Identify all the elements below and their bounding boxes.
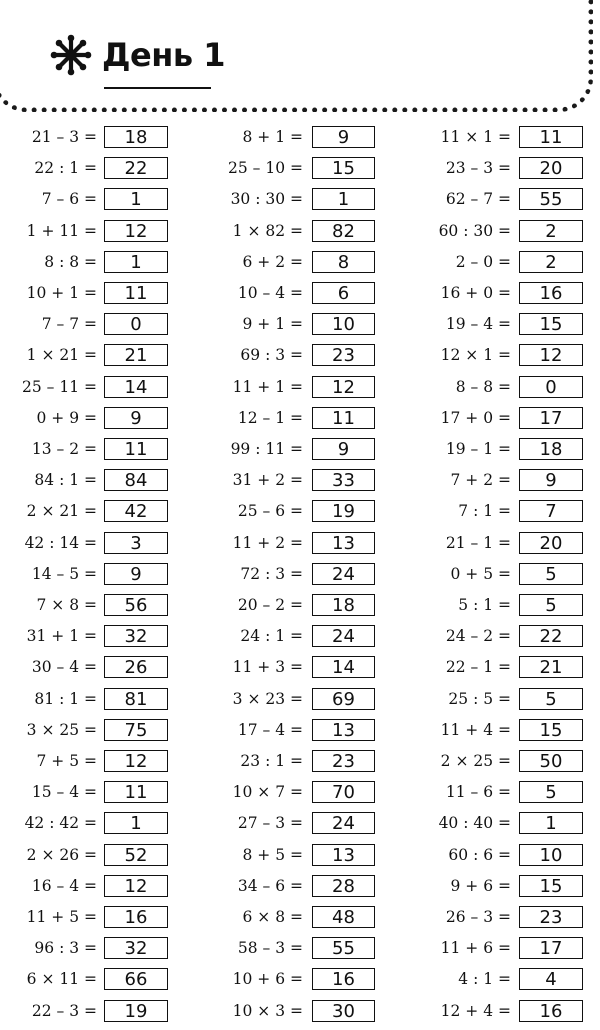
answer-box[interactable]: 24 — [312, 812, 375, 834]
answer-box[interactable]: 42 — [104, 500, 168, 522]
exercise-expression: 7 – 6 = — [41, 190, 97, 209]
exercise-expression: 7 + 2 = — [450, 471, 511, 490]
answer-box[interactable]: 10 — [312, 313, 375, 335]
answer-box[interactable]: 32 — [104, 937, 168, 959]
exercise-expression: 11 + 2 = — [232, 533, 303, 552]
exercise-row — [0, 157, 600, 179]
answer-box[interactable]: 69 — [312, 688, 375, 710]
answer-box[interactable]: 66 — [104, 968, 168, 990]
exercise-expression: 81 : 1 = — [34, 689, 97, 708]
exercise-expression: 26 – 3 = — [445, 908, 511, 926]
exercise-expression: 34 – 6 = — [237, 876, 303, 895]
exercise-expression: 7 : 1 = — [458, 502, 511, 521]
answer-box[interactable]: 20 — [519, 157, 583, 179]
answer-box[interactable]: 13 — [312, 532, 375, 554]
exercise-expression: 24 : 1 = — [240, 627, 303, 646]
exercise-expression: 40 : 40 = — [438, 814, 511, 833]
exercise-row — [0, 126, 600, 148]
answer-box[interactable]: 23 — [312, 344, 375, 366]
exercise-expression: 3 × 25 = — [26, 720, 97, 739]
exercise-expression: 12 × 1 = — [440, 346, 511, 365]
exercise-expression: 60 : 6 = — [448, 845, 511, 864]
answer-box[interactable]: 5 — [519, 594, 583, 616]
exercise-row — [0, 469, 600, 491]
exercise-expression: 21 – 1 = — [445, 533, 511, 552]
exercise-expression: 7 + 5 = — [36, 752, 97, 770]
exercise-expression: 6 + 2 = — [242, 252, 303, 271]
exercise-expression: 2 – 0 = — [455, 252, 511, 271]
answer-box[interactable]: 2 — [519, 251, 583, 273]
exercise-expression: 10 + 1 = — [26, 284, 97, 302]
answer-box[interactable]: 12 — [104, 750, 168, 772]
answer-box[interactable]: 0 — [104, 313, 168, 335]
exercise-expression: 2 × 25 = — [440, 752, 511, 770]
exercise-expression: 72 : 3 = — [240, 564, 303, 583]
exercise-expression: 7 × 8 = — [36, 596, 97, 614]
exercise-expression: 6 × 8 = — [242, 908, 303, 926]
answer-box[interactable]: 14 — [312, 656, 375, 678]
answer-box[interactable]: 12 — [104, 220, 168, 242]
answer-box[interactable]: 11 — [104, 282, 168, 304]
exercise-row — [0, 344, 600, 366]
answer-box[interactable]: 9 — [104, 563, 168, 585]
exercise-expression: 2 × 26 = — [26, 845, 97, 864]
answer-box[interactable]: 0 — [519, 376, 583, 398]
exercise-expression: 22 – 1 = — [445, 658, 511, 677]
page-title — [50, 34, 225, 76]
exercise-expression: 11 + 1 = — [232, 377, 303, 396]
exercise-expression: 11 + 5 = — [26, 908, 97, 926]
exercise-expression: 19 – 1 = — [445, 440, 511, 458]
exercise-row — [0, 656, 600, 678]
answer-box[interactable]: 15 — [519, 719, 583, 741]
exercise-expression: 1 × 21 = — [26, 346, 97, 365]
answer-box[interactable]: 8 — [312, 251, 375, 273]
answer-box[interactable]: 22 — [519, 625, 583, 647]
answer-box[interactable]: 18 — [104, 126, 168, 148]
answer-box[interactable]: 24 — [312, 563, 375, 585]
snowflake-asterisk-icon — [50, 34, 92, 76]
exercise-expression: 11 + 6 = — [440, 939, 511, 958]
exercise-row — [0, 500, 600, 522]
answer-box[interactable]: 1 — [104, 251, 168, 273]
exercise-expression: 31 + 1 = — [26, 627, 97, 646]
exercise-expression: 22 : 1 = — [34, 159, 97, 178]
exercise-expression: 30 : 30 = — [230, 190, 303, 209]
exercise-expression: 27 – 3 = — [237, 814, 303, 833]
exercise-expression: 31 + 2 = — [232, 471, 303, 490]
exercise-expression: 23 : 1 = — [240, 752, 303, 770]
answer-box[interactable]: 55 — [312, 937, 375, 959]
answer-box[interactable]: 1 — [104, 812, 168, 834]
title-underline — [104, 87, 211, 89]
exercise-expression: 22 – 3 = — [31, 1001, 97, 1020]
answer-box[interactable]: 19 — [104, 1000, 168, 1022]
exercise-expression: 0 + 9 = — [36, 408, 97, 427]
exercise-expression: 8 – 8 = — [455, 377, 511, 396]
exercise-row — [0, 220, 600, 242]
exercise-row — [0, 594, 600, 616]
exercise-expression: 12 + 4 = — [440, 1001, 511, 1020]
exercise-expression: 99 : 11 = — [230, 440, 303, 458]
exercise-row — [0, 563, 600, 585]
answer-box[interactable]: 18 — [519, 438, 583, 460]
answer-box[interactable]: 12 — [104, 875, 168, 897]
exercise-expression: 25 – 11 = — [22, 377, 97, 396]
exercise-expression: 25 – 6 = — [237, 502, 303, 521]
exercise-expression: 11 + 4 = — [440, 720, 511, 739]
exercise-expression: 10 – 4 = — [237, 284, 303, 302]
exercise-expression: 16 + 0 = — [440, 284, 511, 302]
exercise-row — [0, 313, 600, 335]
answer-box[interactable]: 15 — [312, 157, 375, 179]
answer-box[interactable]: 5 — [519, 781, 583, 803]
exercise-row — [0, 282, 600, 304]
exercise-expression: 58 – 3 = — [237, 939, 303, 958]
exercise-row — [0, 719, 600, 741]
answer-box[interactable]: 81 — [104, 688, 168, 710]
exercise-expression: 16 – 4 = — [31, 876, 97, 895]
exercise-expression: 42 : 42 = — [24, 814, 97, 833]
exercise-row — [0, 844, 600, 866]
exercise-expression: 17 + 0 = — [440, 408, 511, 427]
exercise-row — [0, 407, 600, 429]
answer-box[interactable]: 13 — [312, 844, 375, 866]
exercise-expression: 21 – 3 = — [31, 128, 97, 146]
exercise-expression: 8 + 5 = — [242, 845, 303, 864]
answer-box[interactable]: 1 — [519, 812, 583, 834]
answer-box[interactable]: 82 — [312, 220, 375, 242]
exercise-expression: 8 : 8 = — [44, 252, 97, 271]
answer-box[interactable]: 24 — [312, 625, 375, 647]
answer-box[interactable]: 16 — [312, 968, 375, 990]
answer-box[interactable]: 9 — [519, 469, 583, 491]
exercise-expression: 1 × 82 = — [232, 221, 303, 240]
answer-box[interactable]: 12 — [519, 344, 583, 366]
exercise-expression: 19 – 4 = — [445, 315, 511, 334]
answer-box[interactable]: 9 — [312, 126, 375, 148]
exercise-expression: 0 + 5 = — [450, 564, 511, 583]
answer-box[interactable]: 3 — [104, 532, 168, 554]
exercise-row — [0, 376, 600, 398]
answer-box[interactable]: 30 — [312, 1000, 375, 1022]
answer-box[interactable]: 16 — [519, 282, 583, 304]
exercise-row — [0, 968, 600, 990]
exercise-expression: 3 × 23 = — [232, 689, 303, 708]
exercise-expression: 60 : 30 = — [438, 221, 511, 240]
answer-box[interactable]: 50 — [519, 750, 583, 772]
exercise-expression: 5 : 1 = — [458, 596, 511, 614]
exercise-row — [0, 438, 600, 460]
exercise-expression: 4 : 1 = — [458, 970, 511, 989]
exercise-row — [0, 750, 600, 772]
exercise-expression: 24 – 2 = — [445, 627, 511, 646]
exercise-expression: 62 – 7 = — [445, 190, 511, 209]
exercise-expression: 69 : 3 = — [240, 346, 303, 365]
answer-box[interactable]: 17 — [519, 937, 583, 959]
exercise-row — [0, 251, 600, 273]
day-title: День 1 — [102, 36, 225, 74]
answer-box[interactable]: 21 — [104, 344, 168, 366]
answer-box[interactable]: 1 — [104, 188, 168, 210]
answer-box[interactable]: 11 — [519, 126, 583, 148]
exercise-expression: 23 – 3 = — [445, 159, 511, 178]
exercise-row — [0, 625, 600, 647]
exercise-expression: 84 : 1 = — [34, 471, 97, 490]
answer-box[interactable]: 7 — [519, 500, 583, 522]
answer-box[interactable]: 26 — [104, 656, 168, 678]
answer-box[interactable]: 23 — [312, 750, 375, 772]
answer-box[interactable]: 22 — [104, 157, 168, 179]
answer-box[interactable]: 55 — [519, 188, 583, 210]
exercise-row — [0, 937, 600, 959]
exercise-expression: 17 – 4 = — [237, 720, 303, 739]
exercise-expression: 14 – 5 = — [31, 564, 97, 583]
exercise-row — [0, 875, 600, 897]
exercise-expression: 25 : 5 = — [448, 689, 511, 708]
answer-box[interactable]: 13 — [312, 719, 375, 741]
answer-box[interactable]: 4 — [519, 968, 583, 990]
answer-box[interactable]: 9 — [312, 438, 375, 460]
answer-box[interactable]: 9 — [104, 407, 168, 429]
exercise-expression: 6 × 11 = — [26, 970, 97, 989]
answer-box[interactable]: 2 — [519, 220, 583, 242]
exercise-expression: 1 + 11 = — [26, 221, 97, 240]
answer-box[interactable]: 15 — [519, 313, 583, 335]
exercise-row — [0, 688, 600, 710]
exercise-expression: 13 – 2 = — [31, 440, 97, 458]
answer-box[interactable]: 11 — [104, 438, 168, 460]
answer-box[interactable]: 18 — [312, 594, 375, 616]
answer-box[interactable]: 70 — [312, 781, 375, 803]
exercise-row — [0, 906, 600, 928]
answer-box[interactable]: 1 — [312, 188, 375, 210]
answer-box[interactable]: 5 — [519, 688, 583, 710]
answer-box[interactable]: 16 — [104, 906, 168, 928]
exercise-row — [0, 1000, 600, 1022]
exercise-row — [0, 812, 600, 834]
exercise-expression: 30 – 4 = — [31, 658, 97, 677]
exercise-expression: 11 + 3 = — [232, 658, 303, 677]
answer-box[interactable]: 23 — [519, 906, 583, 928]
exercise-expression: 11 × 1 = — [440, 128, 511, 146]
answer-box[interactable]: 11 — [312, 407, 375, 429]
answer-box[interactable]: 12 — [312, 376, 375, 398]
answer-box[interactable]: 16 — [519, 1000, 583, 1022]
answer-box[interactable]: 28 — [312, 875, 375, 897]
answer-box[interactable]: 56 — [104, 594, 168, 616]
answer-box[interactable]: 17 — [519, 407, 583, 429]
exercise-expression: 9 + 1 = — [242, 315, 303, 334]
exercise-expression: 15 – 4 = — [31, 783, 97, 802]
exercise-expression: 12 – 1 = — [237, 408, 303, 427]
exercise-expression: 20 – 2 = — [237, 596, 303, 614]
exercise-expression: 7 – 7 = — [41, 315, 97, 334]
exercise-expression: 10 × 7 = — [232, 783, 303, 802]
exercise-expression: 42 : 14 = — [24, 533, 97, 552]
exercise-expression: 8 + 1 = — [242, 128, 303, 146]
exercise-expression: 25 – 10 = — [228, 159, 303, 178]
answer-box[interactable]: 33 — [312, 469, 375, 491]
answer-box[interactable]: 75 — [104, 719, 168, 741]
exercise-row — [0, 532, 600, 554]
exercise-expression: 96 : 3 = — [34, 939, 97, 958]
answer-box[interactable]: 11 — [104, 781, 168, 803]
answer-box[interactable]: 52 — [104, 844, 168, 866]
exercise-expression: 2 × 21 = — [26, 502, 97, 521]
answer-box[interactable]: 15 — [519, 875, 583, 897]
exercise-expression: 9 + 6 = — [450, 876, 511, 895]
answer-box[interactable]: 84 — [104, 469, 168, 491]
exercise-expression: 10 × 3 = — [232, 1001, 303, 1020]
answer-box[interactable]: 14 — [104, 376, 168, 398]
answer-box[interactable]: 10 — [519, 844, 583, 866]
exercise-expression: 11 – 6 = — [445, 783, 511, 802]
answer-box[interactable]: 6 — [312, 282, 375, 304]
answer-box[interactable]: 32 — [104, 625, 168, 647]
answer-box[interactable]: 20 — [519, 532, 583, 554]
answer-box[interactable]: 21 — [519, 656, 583, 678]
answer-box[interactable]: 5 — [519, 563, 583, 585]
exercise-row — [0, 188, 600, 210]
exercise-expression: 10 + 6 = — [232, 970, 303, 989]
exercise-row — [0, 781, 600, 803]
answer-box[interactable]: 19 — [312, 500, 375, 522]
answer-box[interactable]: 48 — [312, 906, 375, 928]
